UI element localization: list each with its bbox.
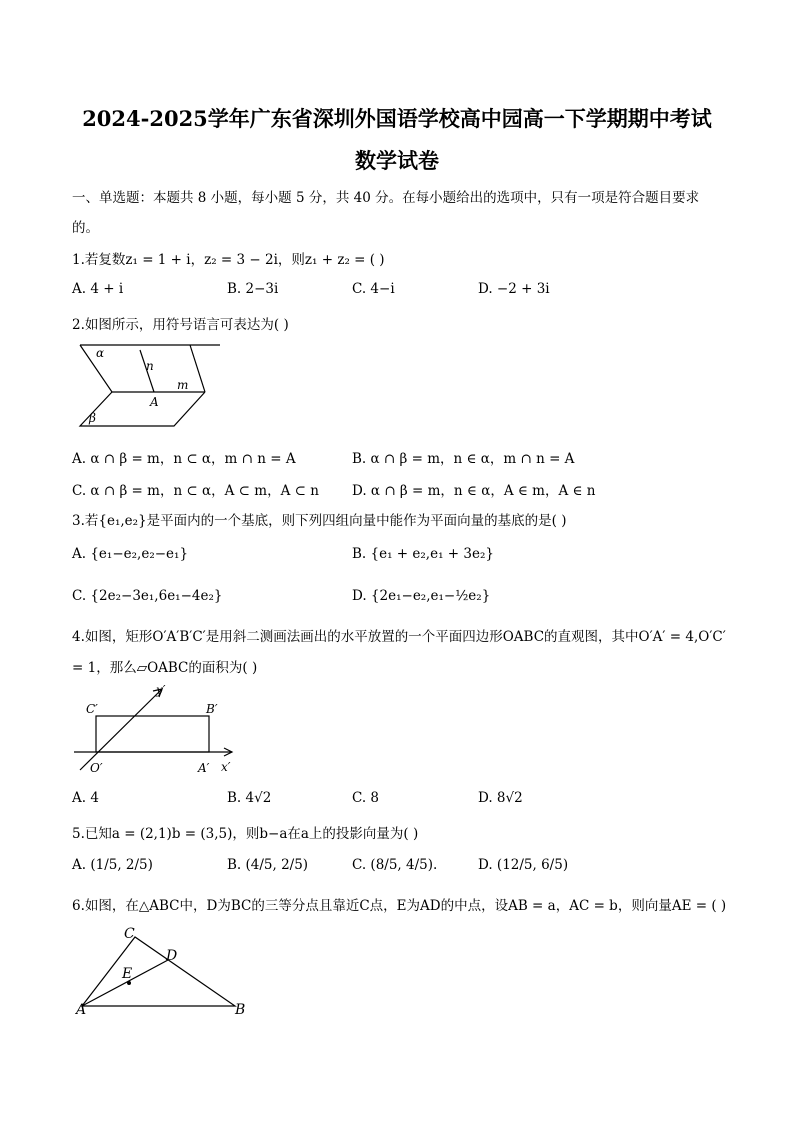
q5-stem: 5.已知a = (2,1)b = (3,5)，则b−a在a上的投影向量为( ) bbox=[72, 826, 419, 842]
label-beta: β bbox=[89, 411, 96, 425]
label-vertex-b: B bbox=[235, 1002, 246, 1018]
q4-stem-cont: = 1，那么▱OABC的面积为( ) bbox=[72, 660, 258, 676]
q4-option-d: D. 8√2 bbox=[478, 790, 523, 806]
document-subtitle: 数学试卷 bbox=[355, 148, 439, 173]
q3-stem: 3.若{e₁,e₂}是平面内的一个基底，则下列四组向量中能作为平面向量的基底的是( ) bbox=[72, 513, 567, 529]
label-o-prime: O′ bbox=[90, 761, 103, 775]
label-vertex-a: A bbox=[76, 1002, 87, 1018]
label-x-axis: x′ bbox=[221, 760, 231, 774]
q5-option-d: D. (12/5, 6/5) bbox=[478, 857, 569, 873]
section-heading-cont: 的。 bbox=[72, 220, 99, 236]
label-y-axis: y′ bbox=[156, 683, 166, 697]
q1-option-c: C. 4−i bbox=[352, 281, 395, 297]
q4-option-b: B. 4√2 bbox=[227, 790, 272, 806]
q3-option-a: A. {e₁−e₂,e₂−e₁} bbox=[72, 546, 189, 562]
section-heading: 一、单选题：本题共 8 小题，每小题 5 分，共 40 分。在每小题给出的选项中，只有一项是符合题目要求 bbox=[72, 190, 700, 206]
q6-stem: 6.如图，在△ABC中，D为BC的三等分点且靠近C点，E为AD的中点，设AB = a，AC = b，则向量AE = ( ) bbox=[72, 898, 727, 914]
q2-option-d: D. α ∩ β = m，n ∈ α，A ∈ m，A ∈ n bbox=[352, 483, 596, 499]
q3-option-b: B. {e₁ + e₂,e₁ + 3e₂} bbox=[352, 546, 494, 562]
label-point-d: D bbox=[166, 948, 178, 964]
label-n: n bbox=[146, 359, 154, 373]
q4-option-a: A. 4 bbox=[72, 790, 99, 806]
q2-option-b: B. α ∩ β = m，n ∈ α，m ∩ n = A bbox=[352, 451, 575, 467]
label-vertex-c: C bbox=[124, 926, 135, 942]
q4-figure-oblique bbox=[72, 680, 242, 780]
label-point-e: E bbox=[122, 966, 133, 982]
q5-option-c: C. (8/5, 4/5). bbox=[352, 857, 438, 873]
label-c-prime: C′ bbox=[86, 702, 98, 716]
label-b-prime: B′ bbox=[206, 702, 218, 716]
q6-figure-triangle bbox=[72, 922, 262, 1022]
q5-option-b: B. (4/5, 2/5) bbox=[227, 857, 309, 873]
q1-option-a: A. 4 + i bbox=[72, 281, 124, 297]
q4-option-c: C. 8 bbox=[352, 790, 380, 806]
q5-option-a: A. (1/5, 2/5) bbox=[72, 857, 153, 873]
q1-option-d: D. −2 + 3i bbox=[478, 281, 550, 297]
label-m: m bbox=[177, 378, 189, 392]
q3-option-c: C. {2e₂−3e₁,6e₁−4e₂} bbox=[72, 588, 223, 604]
q4-stem: 4.如图，矩形O′A′B′C′是用斜二测画法画出的水平放置的一个平面四边形OABC的直观图，其中O′A′ = 4,O′C′ bbox=[72, 629, 726, 645]
q1-option-b: B. 2−3i bbox=[227, 281, 279, 297]
q2-option-c: C. α ∩ β = m，n ⊂ α，A ⊂ m，A ⊂ n bbox=[72, 483, 319, 499]
q3-option-d: D. {2e₁−e₂,e₁−½e₂} bbox=[352, 588, 491, 604]
label-point-a: A bbox=[150, 395, 159, 409]
q2-stem: 2.如图所示，用符号语言可表达为( ) bbox=[72, 317, 289, 333]
q2-figure-planes bbox=[70, 340, 220, 435]
document-title: 2024-2025学年广东省深圳外国语学校高中园高一下学期期中考试 bbox=[82, 106, 712, 131]
label-alpha: α bbox=[96, 346, 105, 360]
q2-option-a: A. α ∩ β = m，n ⊂ α，m ∩ n = A bbox=[72, 451, 296, 467]
label-a-prime: A′ bbox=[198, 761, 210, 775]
q1-stem: 1.若复数z₁ = 1 + i，z₂ = 3 − 2i，则z₁ + z₂ = ( ) bbox=[72, 252, 385, 268]
